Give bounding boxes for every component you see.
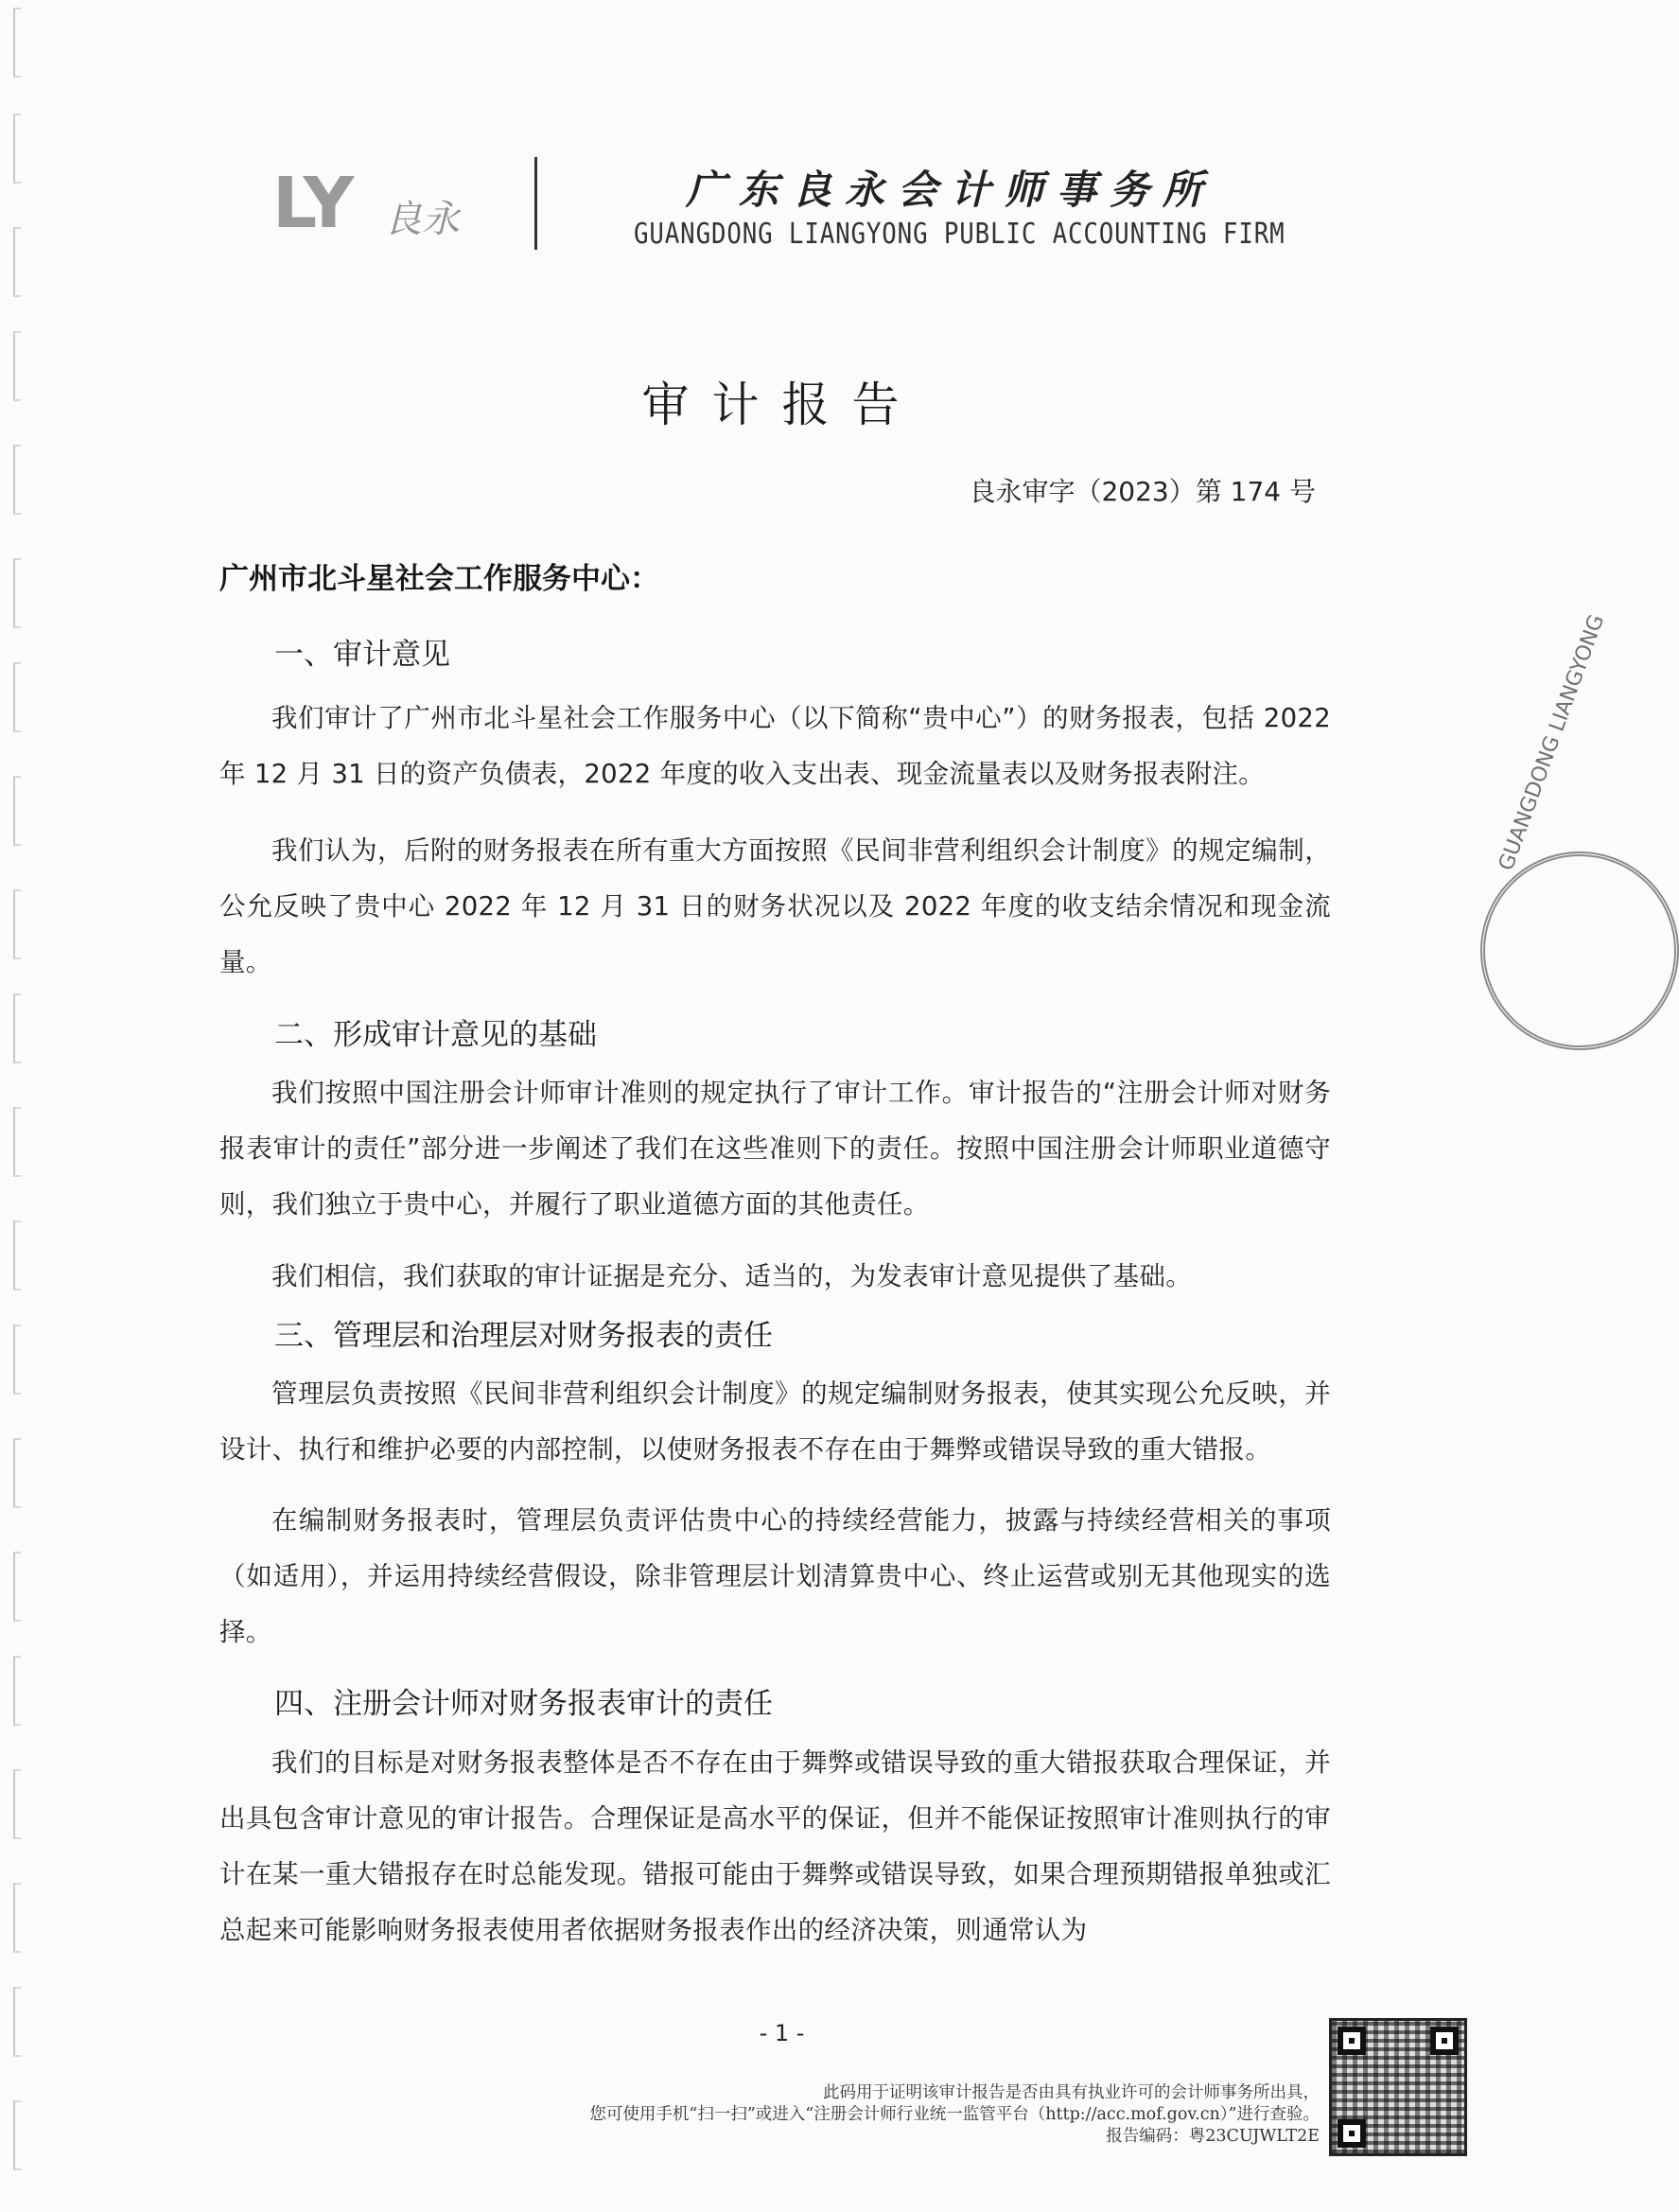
document-title: 审计报告: [641, 377, 922, 432]
paragraph: 管理层负责按照《民间非营利组织会计制度》的规定编制财务报表，使其实现公允反映，并设计、执行和维护必要的内部控制，以使财务报表不存在由于舞弊或错误导致的重大错报。: [219, 1378, 1331, 1465]
paragraph: 在编制财务报表时，管理层负责评估贵中心的持续经营能力，披露与持续经营相关的事项（如适用），并运用持续经营假设，除非管理层计划清算贵中心、终止运营或别无其他现实的选择。: [219, 1505, 1331, 1647]
paragraph: 我们的目标是对财务报表整体是否不存在由于舞弊或错误导致的重大错报获取合理保证，并出具包含审计意见的审计报告。合理保证是高水平的保证，但并不能保证按照审计准则执行的审计在某一重大错报存在时总能发现。错报可能由于舞弊或错误导致，如果合理预期错报单独或汇总起来可能影响财务报表使用者依据财务报表作出的经济决策，则通常认为: [219, 1747, 1331, 1945]
firm-seal-stamp: [1480, 851, 1679, 1050]
report-code: 报告编码：粤23CUJWLT2E: [1106, 2127, 1320, 2146]
section-heading-auditor-responsibility: 四、注册会计师对财务报表审计的责任: [274, 1687, 773, 1721]
page-number: - 1 -: [759, 2020, 805, 2046]
verification-qr-code[interactable]: [1329, 2018, 1467, 2156]
seal-text: GUANGDONG LIANGYONG: [1495, 611, 1610, 874]
firm-name-chinese: 广东良永会计师事务所: [686, 167, 1216, 213]
verification-note-line-1: 此码用于证明该审计报告是否由具有执业许可的会计师事务所出具，: [823, 2083, 1320, 2102]
paragraph: 我们审计了广州市北斗星社会工作服务中心（以下简称“贵中心”）的财务报表，包括 2022 年 12 月 31 日的资产负债表，2022 年度的收入支出表、现金流量表以及财务报表附注。: [219, 703, 1331, 789]
verification-note-line-2: 您可使用手机“扫一扫”或进入“注册会计师行业统一监管平台（http://acc.mof.gov.cn）”进行查验。: [589, 2105, 1320, 2124]
addressee: 广州市北斗星社会工作服务中心：: [219, 562, 659, 596]
logo-mark: LY: [272, 163, 352, 244]
paragraph: 我们认为，后附的财务报表在所有重大方面按照《民间非营利组织会计制度》的规定编制，公允反映了贵中心 2022 年 12 月 31 日的财务状况以及 2022 年度的收支结余情况和现金流量。: [219, 835, 1331, 977]
paragraph: 我们按照中国注册会计师审计准则的规定执行了审计工作。审计报告的“注册会计师对财务报表审计的责任”部分进一步阐述了我们在这些准则下的责任。按照中国注册会计师职业道德守则，我们独立于贵中心，并履行了职业道德方面的其他责任。: [219, 1078, 1331, 1220]
paragraph: 我们相信，我们获取的审计证据是充分、适当的，为发表审计意见提供了基础。: [271, 1261, 1192, 1291]
letterhead: [265, 151, 1315, 255]
letterhead-divider: [534, 157, 537, 250]
binding-marks: [0, 0, 38, 2212]
logo-chinese-name: 良永: [384, 198, 460, 241]
section-heading-management-responsibility: 三、管理层和治理层对财务报表的责任: [274, 1319, 773, 1353]
report-reference-number: 良永审字（2023）第 174 号: [969, 476, 1316, 507]
section-heading-basis-for-opinion: 二、形成审计意见的基础: [274, 1018, 597, 1052]
section-heading-audit-opinion: 一、审计意见: [274, 638, 450, 672]
firm-name-english: GUANGDONG LIANGYONG PUBLIC ACCOUNTING FIRM: [634, 218, 1285, 251]
